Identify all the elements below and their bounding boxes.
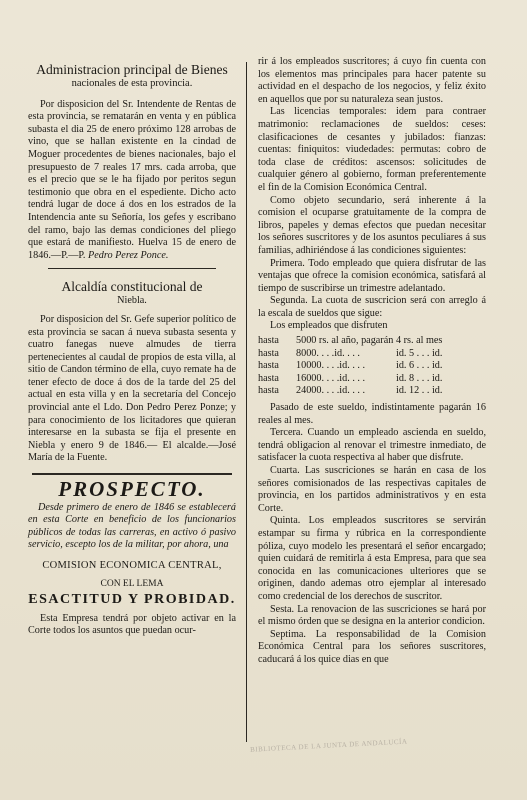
section-subtitle-alcaldia: Niebla.: [117, 295, 147, 307]
library-watermark: BIBLIOTECA DE LA JUNTA DE ANDALUCÍA: [249, 737, 408, 754]
paragraph-licencias: Las licencias temporales: idem para contraer matrimonio: reclamaciones de sueldos: ceses: clasificaciones de cesantes y jubilados: fianzas: cuentas: finiquitos: viudedades: permutas: cobro de toda clase de créditos: ascensos: solicitudes de cualquier género al gobierno, forman preferentemente el fin de la Comision Económica Central.: [258, 106, 486, 193]
paragraph-secundario: Como objeto secundario, será inherente á la comision el ocuparse gratuitamente de la compra de libros, papeles y demas efectos que puedan necesitar los señores suscritores y de los asuntos peculiares á sus familias, adhiriéndose á las condiciones siguientes:: [258, 194, 486, 256]
prospecto-intro: Desde primero de enero de 1846 se establecerá en esta Corte en beneficio de los funcionarios públicos de todas las carreras, en activo ó pasivo servicio, escepto los de la militar, por ahora, una: [28, 501, 236, 551]
section-divider: [48, 268, 216, 269]
condition-septima: Septima. La responsabilidad de la Comision Económica Central para los señores suscritores, caducará á los quice dias en que: [258, 628, 486, 665]
scale-row: hasta 24000. . . .id. . . . id. 12 . . id.: [258, 385, 443, 397]
condition-primera: Primera. Todo empleado que quiera disfrutar de las ventajas que ofrece la comision económica, satisfará al tiempo de suscribirse un trimestre adelantado.: [258, 257, 486, 294]
paragraph-pasado: Pasado de este sueldo, indistintamente pagarán 16 reales al mes.: [258, 402, 486, 426]
column-divider: [246, 62, 247, 742]
scale-row: hasta 8000. . . .id. . . . id. 5 . . . id.: [258, 347, 443, 359]
lema-heading: ESACTITUD Y PROBIDAD.: [28, 592, 236, 608]
condition-segunda: Segunda. La cuota de suscricion será con arreglo á la escala de sueldos que sigue:: [258, 295, 486, 319]
notice-bienes-signature: Pedro Perez Ponce.: [88, 249, 169, 261]
thick-divider: [32, 473, 232, 475]
comision-title: COMISION ECONOMICA CENTRAL,: [42, 560, 222, 571]
condition-sesta: Sesta. La renovacion de las suscriciones se hará por el mismo órden que se designa en la anterior condicion.: [258, 603, 486, 628]
section-subtitle-bienes: nacionales de esta provincia.: [71, 78, 193, 89]
scale-intro: Los empleados que disfruten: [270, 320, 388, 332]
scale-row: hasta 16000. . . .id. . . . id. 8 . . . id.: [258, 372, 443, 384]
condition-cuarta: Cuarta. Las suscriciones se harán en casa de los señores comisionados de las respectivas capitales de provincia, en los partidos administrativos y en esta Corte.: [258, 465, 486, 514]
notice-alcaldia-body: Por disposicion del Sr. Gefe superior político de esta provincia se sacan á nueva subasta sesenta y cuatro fanegas nueve almudes de tierra pertenecientes al caudal de propios de esta villa, al sitio de Candon término de ella, cuyo remate ha de tener efecto de doce á dos de la tarde del 25 del actual en esta villa y en la secretaría del Concejo provincial ante el Ldo. Don Pedro Perez Ponze; y para conocimiento de los licitadores que quieran interesarse en la subasta se fija el presente en Niebla y enero 9 de 1846.— El alcalde.—José María de la Fuente.: [28, 313, 236, 464]
empresa-paragraph: Esta Empresa tendrá por objeto activar en la Corte todos los asuntos que puedan ocur-: [28, 612, 236, 637]
prospecto-heading: PROSPECTO.: [58, 477, 206, 502]
scale-row: hasta 5000 rs. al año, pagarán 4 rs. al mes: [258, 335, 443, 347]
right-column: [258, 56, 486, 667]
section-title-bienes: Administracion principal de Bienes: [36, 62, 228, 77]
scale-row: hasta 10000. . . .id. . . . id. 6 . . . id.: [258, 360, 443, 372]
left-column: [28, 56, 236, 638]
con-el-lema: CON EL LEMA: [100, 578, 164, 589]
notice-bienes-body: Por disposicion del Sr. Intendente de Rentas de esta provincia, se rematarán en venta y en pública subasta el dia 25 de enero próximo 128 arrobas de vino, que se hallan existente en la cindad de Moguer procedentes de bienes nacionales, bajo el presupuesto de 7 reales 17 mrs. cada arroba, que es el precio que se le ha fijado por peritos segun testimonio que obra en el espediente. Dicho acto tendrá lugar de doce á dos en los estrados de la Intendencia ante su Señoría, los gefes y escribano del ramo, bajo las demas condiciones del pliego que estará de manifiesto. Huelva 15 de enero de 1846.—P.—P. Pedro Perez Ponce.: [28, 98, 236, 261]
salary-scale-table: [258, 335, 486, 398]
section-title-alcaldia: Alcaldía constitucional de: [61, 279, 203, 295]
paragraph-1: rir á los empleados suscritores; á cuyo fin cuenta con los elementos mas principales para hacer patente su actividad en el despacho de los negocios, y feliz éxito en aquellos que por su naturaleza sean justos.: [258, 56, 486, 105]
condition-quinta: Quinta. Los empleados suscritores se servirán estampar su firma y rúbrica en la correspondiente póliza, cuyo modelo les presentará el señor encargado; quien cuidará de remitirla á esta Empresa, para que sea conocida en las comunicaciones ulteriores que se originen, dando ademas otro ejemplar al interesado como credencial de los derechos de suscritor.: [258, 515, 486, 602]
condition-tercera: Tercera. Cuando un empleado ascienda en sueldo, tendrá obligacion al renovar el trimestre inmediato, de satisfacer la cuota respectiva al haber que disfrute.: [258, 427, 486, 464]
